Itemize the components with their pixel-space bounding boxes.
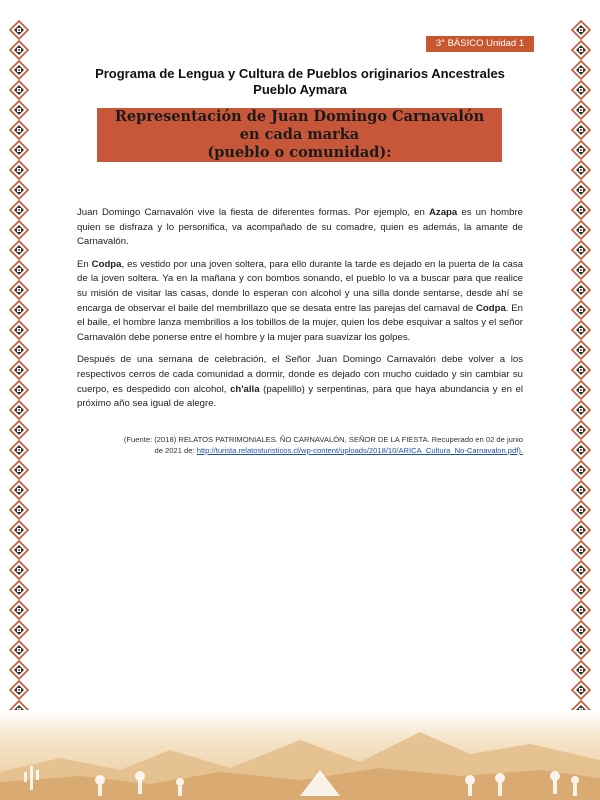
source-citation: (Fuente: (2018) RELATOS PATRIMONIALES. ÑO CARNAVALÓN, SEÑOR DE LA FIESTA. Recuperado en 02 de junio de 2021 de: http://turista.relatosturisticos.cl/wp-content/uploads/2018/10/ARICA_Cultura_No-Carnavalon.pdf). bbox=[123, 435, 523, 455]
place-azapa: Azapa bbox=[428, 207, 458, 218]
source-link[interactable]: http://turista.relatosturisticos.cl/wp-content/uploads/2018/10/ARICA_Cultura_No-Carnavalon.pdf). bbox=[196, 446, 523, 455]
paragraph-farewell: Después de una semana de celebración, el Señor Juan Domingo Carnavalón debe volver a los respectivos cerros de cada comunidad a dormir, donde es dejado con mucho cuidado y sin cambiar su cuerpo, es despedido con alcohol, ch'alla (papelillo) y serpentinas, para que haya abundancia y en el próximo año sea igual de alegre. bbox=[77, 354, 523, 410]
section-title-line2: (pueblo o comunidad): bbox=[207, 144, 392, 161]
decorative-border-left bbox=[8, 20, 30, 710]
people-name: Pueblo Aymara bbox=[253, 82, 347, 97]
andean-landscape-illustration bbox=[0, 710, 600, 800]
grade-unit-badge: 3° BÁSICO Unidad 1 bbox=[426, 36, 534, 52]
place-codpa: Codpa bbox=[91, 258, 122, 270]
term-challa: ch'alla bbox=[230, 383, 260, 395]
decorative-border-right bbox=[570, 20, 592, 710]
article-body bbox=[77, 206, 523, 420]
place-codpa-2: Codpa bbox=[476, 302, 506, 314]
section-title-line1: Representación de Juan Domingo Carnavalón en cada marka bbox=[114, 108, 485, 143]
paragraph-azapa: Juan Domingo Carnavalón vive la fiesta de diferentes formas. Por ejemplo, en Azapa es un hombre quien se disfraza y lo personifica, va acompañado de su comadre, quien es además, la amante de Carnavalón. bbox=[77, 207, 523, 248]
section-title-box bbox=[97, 108, 502, 162]
program-title: Programa de Lengua y Cultura de Pueblos originarios Ancestrales bbox=[95, 66, 505, 81]
program-heading bbox=[60, 66, 540, 98]
paragraph-codpa: En Codpa, es vestido por una joven soltera, para ello durante la tarde es dejado en la puerta de la casa de la joven soltera. Ya en la mañana y con bombos sonando, el pueblo lo va a buscar para que realice su misión de visitar las casas, donde lo esperan con alcohol y una silla donde sentarse, desde ahí se encarga de observar el baile del membrillazo que se desata entre las parejas del carnaval de Codpa. En el baile, el hombre lanza membrillos a los tobillos de la mujer, quien los debe esquivar a saltos y el señor Carnavalón debe ponerse entre el hombre y la mujer para suavizar los golpes. bbox=[77, 258, 523, 343]
